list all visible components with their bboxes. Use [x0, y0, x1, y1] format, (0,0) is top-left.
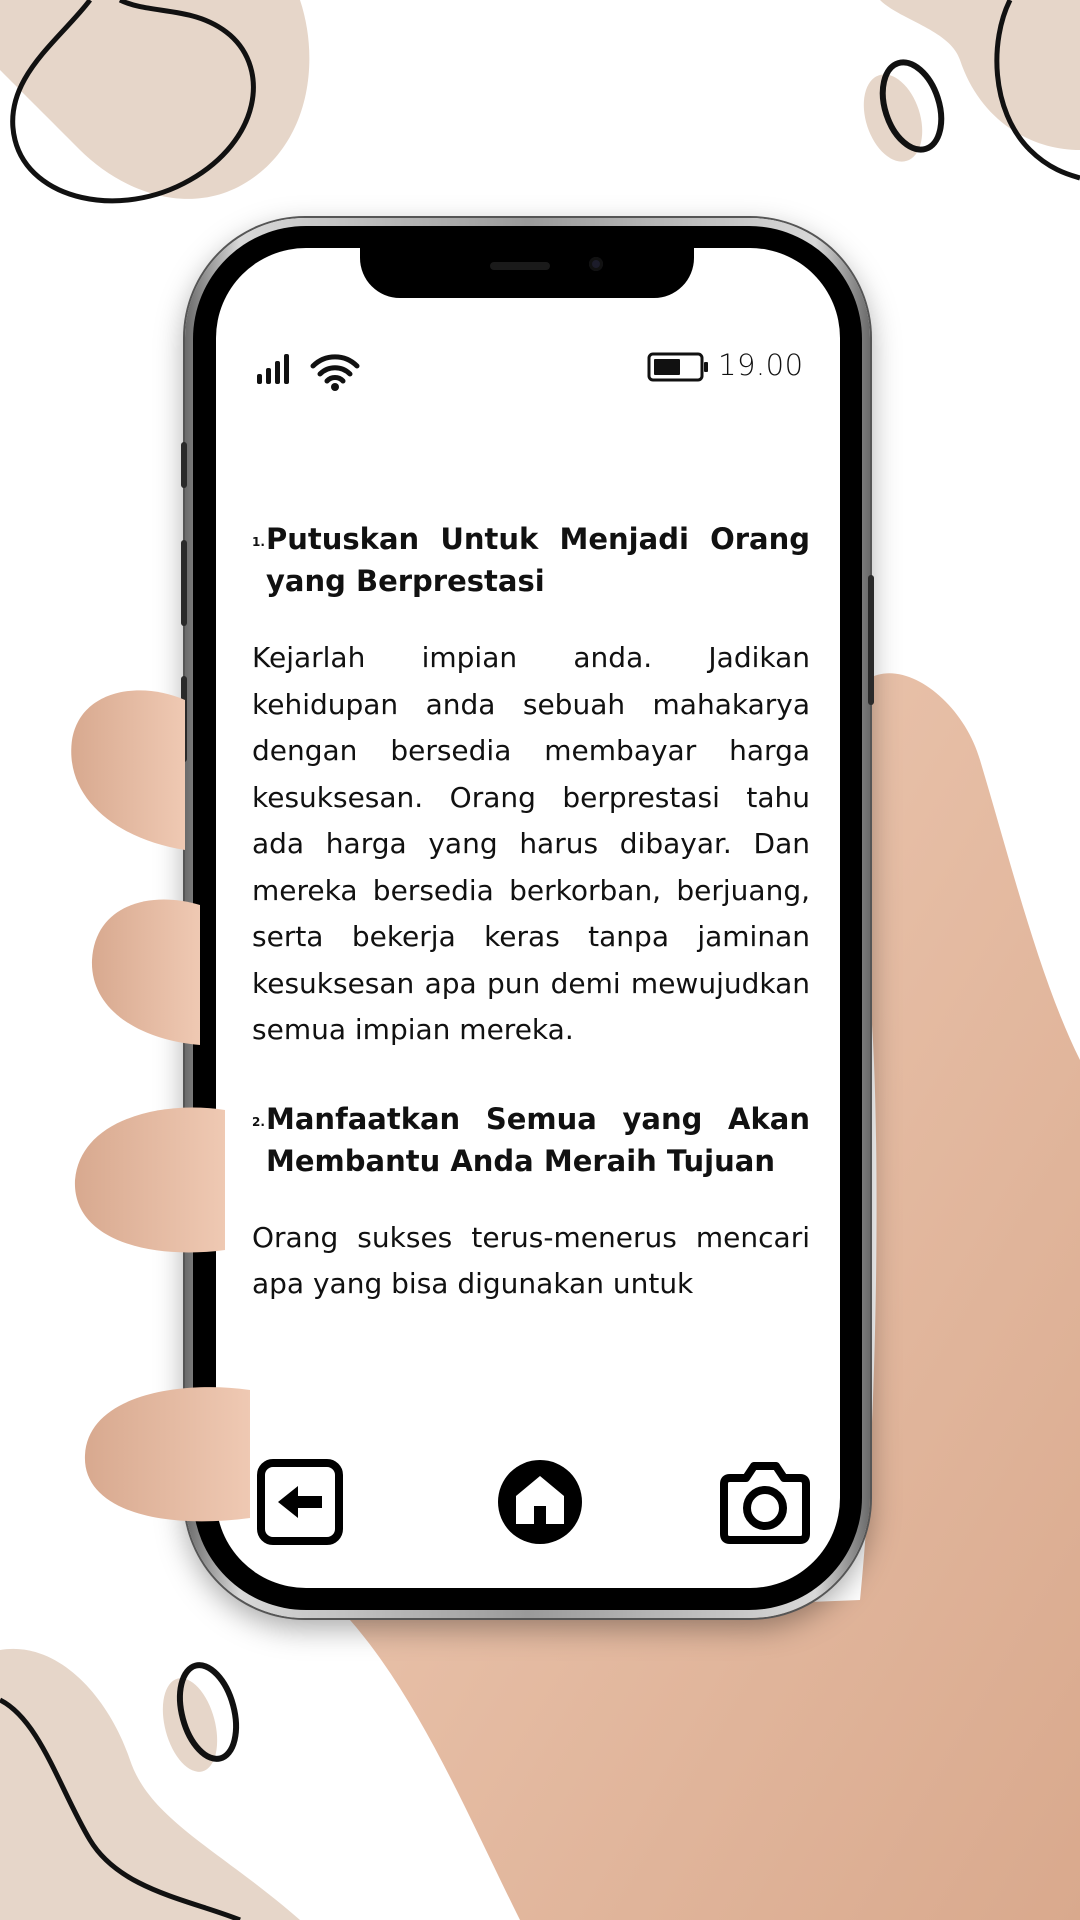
battery-icon [647, 352, 709, 382]
volume-up-button [181, 540, 187, 626]
camera-icon [724, 1466, 806, 1540]
arrow-left-icon [261, 1463, 339, 1541]
back-button[interactable] [256, 1458, 344, 1546]
item-number: 2. [252, 1114, 265, 1129]
camera-button[interactable] [716, 1456, 812, 1546]
notch [360, 248, 694, 298]
home-icon [498, 1460, 582, 1544]
signal-icon [256, 354, 292, 384]
item-body: Kejarlah impian anda. Jadikan kehidupan anda sebuah mahakarya dengan bersedia membayar harga kesuksesan. Orang berprestasi tahu ada harga yang harus dibayar. Dan mereka bersedia berkorban, berjuang, serta bekerja keras tanpa jaminan kesuksesan apa pun demi mewujudkan semua impian mereka. [252, 641, 810, 1046]
item-title: Putuskan Untuk Menjadi Orang yang Berprestasi [266, 522, 810, 598]
status-time: 19.00 [718, 348, 804, 382]
power-button [868, 575, 874, 705]
list-item [252, 1098, 810, 1308]
side-button [181, 442, 187, 488]
item-number: 1. [252, 535, 265, 549]
item-title: Manfaatkan Semua yang Akan Membantu Anda Meraih Tujuan [266, 1101, 810, 1178]
content-fade [216, 1300, 840, 1420]
article-content[interactable] [252, 518, 810, 1408]
list-item [252, 518, 810, 1054]
front-camera [589, 257, 603, 271]
item-body: Orang sukses terus-menerus mencari apa yang bisa digunakan untuk [252, 1220, 810, 1300]
volume-down-button [181, 676, 187, 762]
speaker-grille [490, 262, 550, 270]
home-button[interactable] [496, 1458, 584, 1546]
wifi-icon [310, 352, 360, 392]
